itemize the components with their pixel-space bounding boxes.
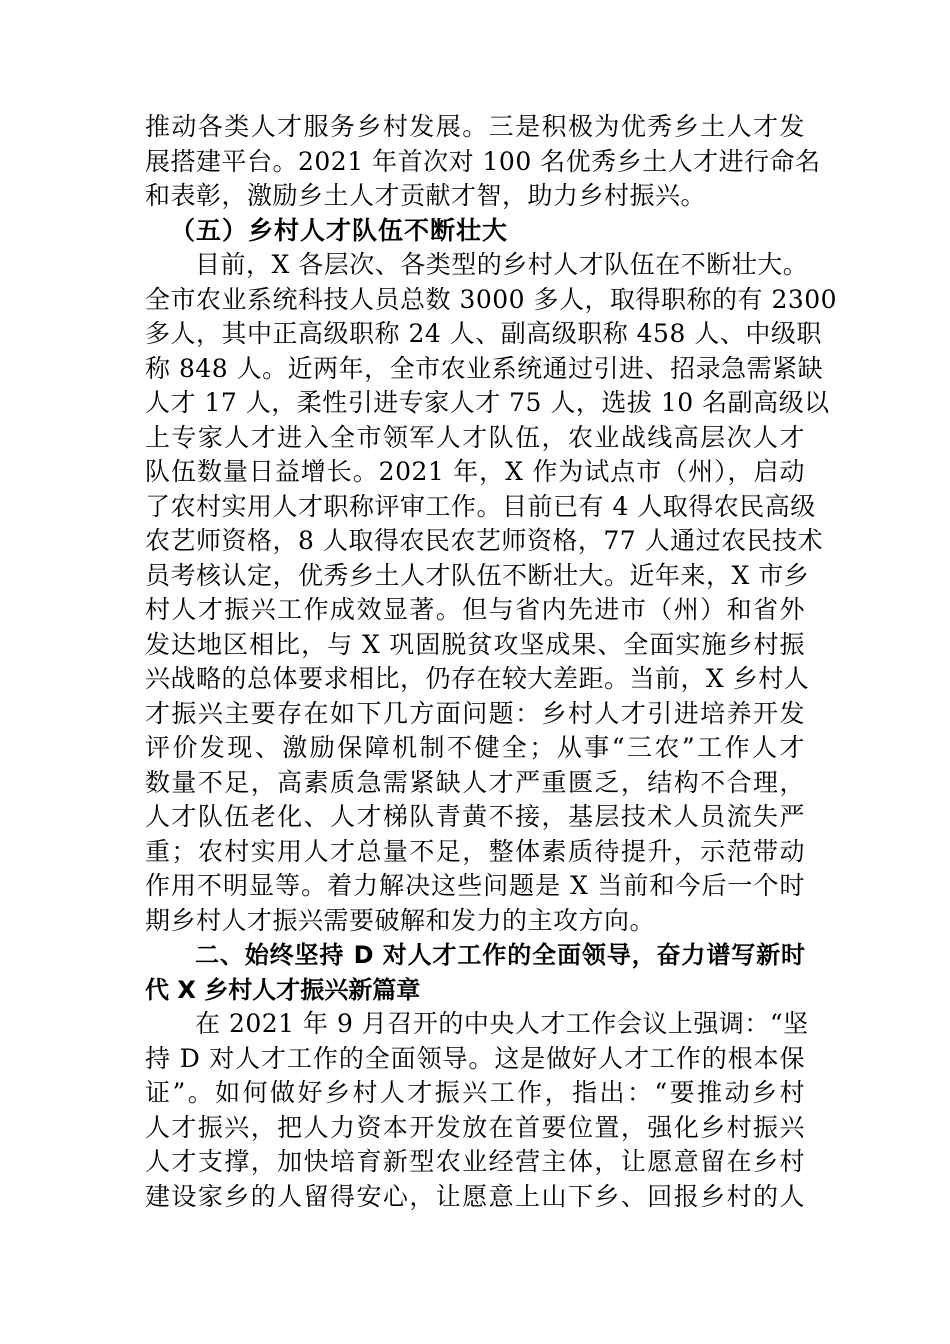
quote-paragraph-line-6: 建设家乡的人留得安心，让愿意上山下乡、回报乡村的人	[145, 1181, 805, 1211]
paragraph-line-7: 队伍数量日益增长。2021 年，X 作为试点市（州），启动	[145, 457, 805, 486]
paragraph-line-6: 上专家人才进入全市领军人才队伍，农业战线高层次人才	[145, 422, 805, 452]
paragraph-line-20: 期乡村人才振兴需要破解和发力的主攻方向。	[145, 905, 656, 935]
paragraph-line-3: 多人，其中正高级职称 24 人、副高级职称 458 人、中级职	[145, 319, 822, 348]
paragraph-line-14: 才振兴主要存在如下几方面问题：乡村人才引进培养开发	[145, 698, 805, 728]
section-heading-line-2: 代 X 乡村人才振兴新篇章	[145, 975, 421, 1004]
body-line-2: 展搭建平台。2021 年首次对 100 名优秀乡土人才进行命名	[145, 146, 821, 176]
paragraph-line-1: 目前，X 各层次、各类型的乡村人才队伍在不断壮大。	[195, 250, 809, 279]
quote-paragraph-line-3: 证”。如何做好乡村人才振兴工作，指出：“要推动乡村	[145, 1078, 805, 1107]
paragraph-line-5: 人才 17 人，柔性引进专家人才 75 人，选拔 10 名副高级以	[145, 388, 830, 417]
paragraph-line-15: 评价发现、激励保障机制不健全；从事“三农”工作人才	[145, 733, 805, 762]
paragraph-line-19: 作用不明显等。着力解决这些问题是 X 当前和今后一个时	[145, 871, 805, 900]
body-line-1: 推动各类人才服务乡村发展。三是积极为优秀乡土人才发	[145, 112, 805, 141]
document-page	[145, 110, 838, 1214]
quote-paragraph-line-5: 人才支撑，加快培育新型农业经营主体，让愿意留在乡村	[145, 1147, 805, 1176]
paragraph-line-12: 发达地区相比，与 X 巩固脱贫攻坚成果、全面实施乡村振	[145, 629, 805, 659]
paragraph-line-4: 称 848 人。近两年，全市农业系统通过引进、招录急需紧缺	[145, 353, 824, 383]
quote-paragraph-line-4: 人才振兴，把人力资本开发放在首要位置，强化乡村振兴	[145, 1112, 805, 1142]
paragraph-line-11: 村人才振兴工作成效显著。但与省内先进市（州）和省外	[145, 595, 805, 624]
quote-paragraph-line-2: 持 D 对人才工作的全面领导。这是做好人才工作的根本保	[145, 1043, 805, 1073]
paragraph-line-2: 全市农业系统科技人员总数 3000 多人，取得职称的有 2300	[145, 284, 838, 314]
body-line-3: 和表彰，激励乡土人才贡献才智，助力乡村振兴。	[145, 181, 707, 210]
paragraph-line-8: 了农村实用人才职称评审工作。目前已有 4 人取得农民高级	[145, 491, 816, 521]
paragraph-line-17: 人才队伍老化、人才梯队青黄不接，基层技术人员流失严	[145, 802, 805, 831]
paragraph-line-16: 数量不足，高素质急需紧缺人才严重匮乏，结构不合理，	[145, 767, 805, 797]
paragraph-line-9: 农艺师资格，8 人取得农民农艺师资格，77 人通过农民技术	[145, 526, 824, 555]
paragraph-line-18: 重；农村实用人才总量不足，整体素质待提升，示范带动	[145, 836, 805, 866]
section-subheading: （五）乡村人才队伍不断壮大	[170, 215, 509, 245]
paragraph-line-13: 兴战略的总体要求相比，仍存在较大差距。当前，X 乡村人	[145, 664, 810, 693]
section-heading-line-1: 二、始终坚持 D 对人才工作的全面领导，奋力谱写新时	[195, 941, 805, 969]
paragraph-line-10: 员考核认定，优秀乡土人才队伍不断壮大。近年来，X 市乡	[145, 560, 810, 590]
quote-paragraph-line-1: 在 2021 年 9 月召开的中央人才工作会议上强调：“坚	[195, 1009, 809, 1038]
